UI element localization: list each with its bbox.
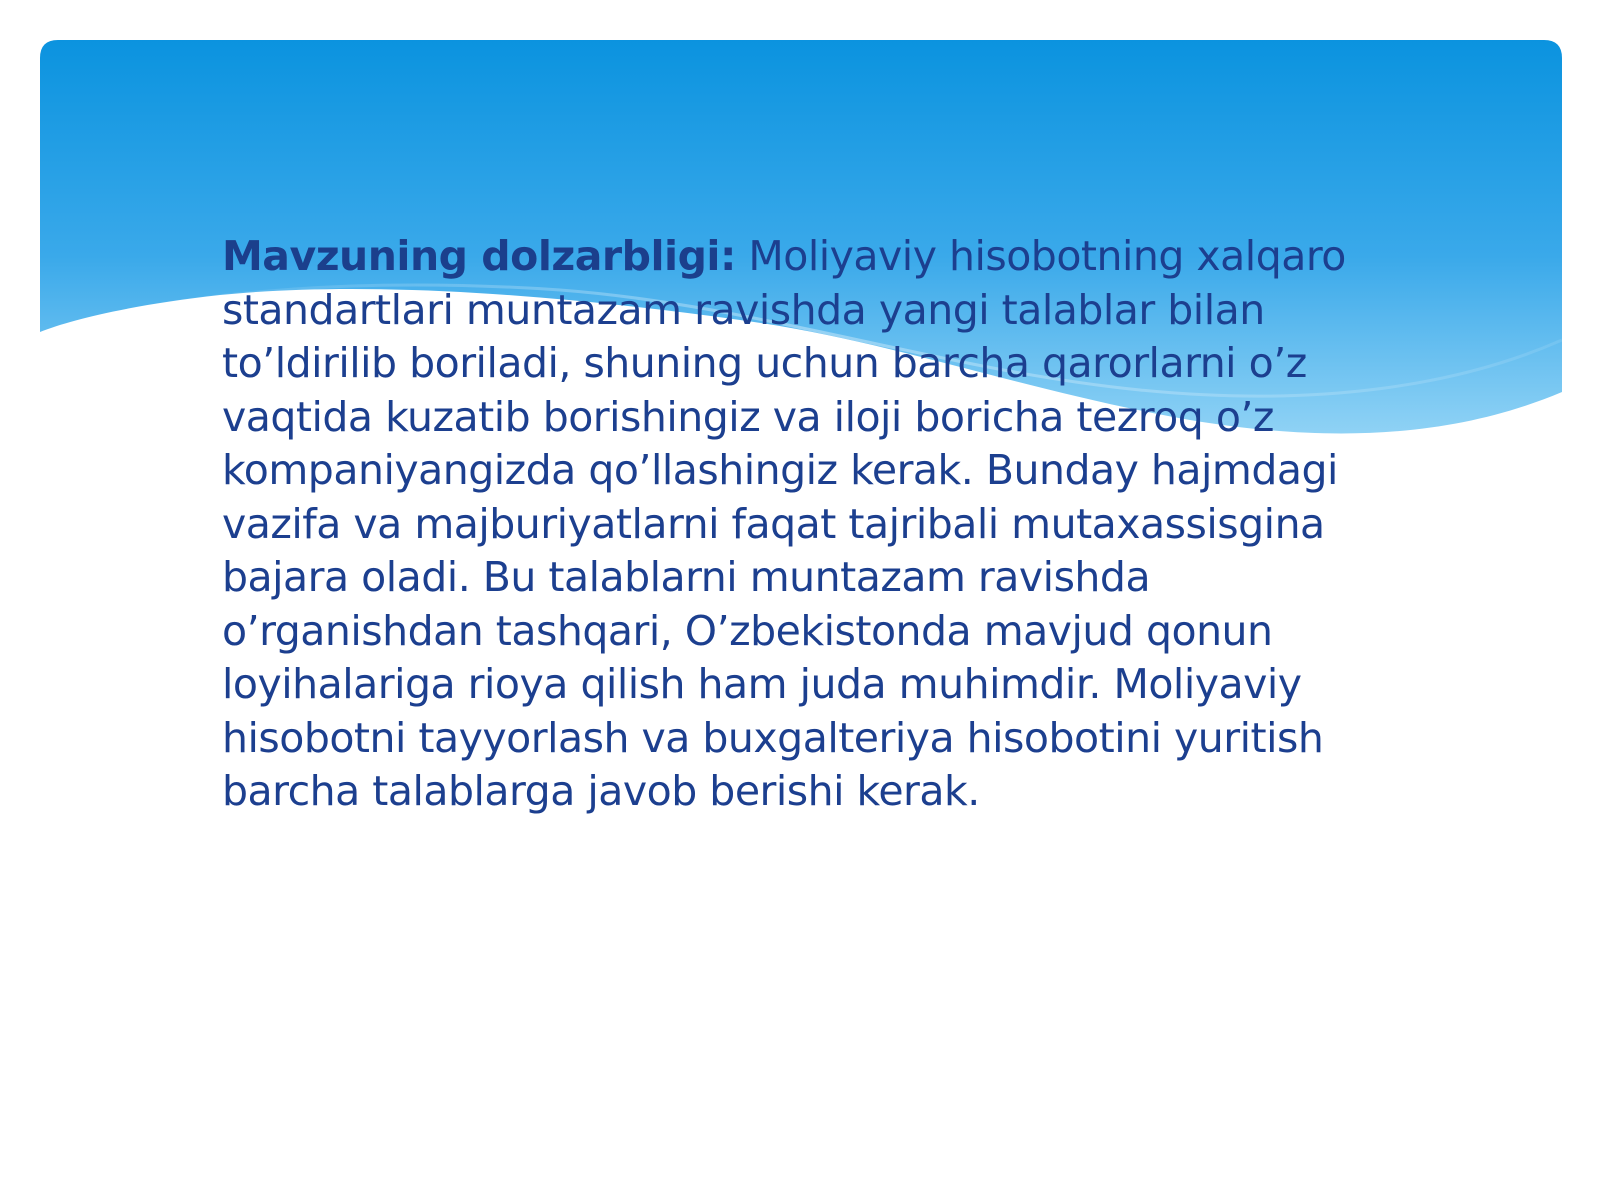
body-text: Moliyaviy hisobotning xalqaro standartlari muntazam ravishda yangi talablar bilan to’ldirilib boriladi, shuning uchun barcha qarorlarni o’z vaqtida kuzatib borishingiz va iloji boricha tezroq o’z kompaniyangizda qo’llashingiz kerak. Bunday hajmdagi vazifa va majburiyatlarni faqat tajribali mutaxassisgina bajara oladi. Bu talablarni muntazam ravishda o’rganishdan tashqari, O’zbekistonda mavjud qonun loyihalariga rioya qilish ham juda muhimdir. Moliyaviy hisobotni tayyorlash va buxgalteriya hisobotini yuritish barcha talablarga javob berishi kerak. [222,232,1346,815]
body-paragraph [222,230,1402,819]
body-lead: Mavzuning dolzarbligi: [222,232,736,280]
